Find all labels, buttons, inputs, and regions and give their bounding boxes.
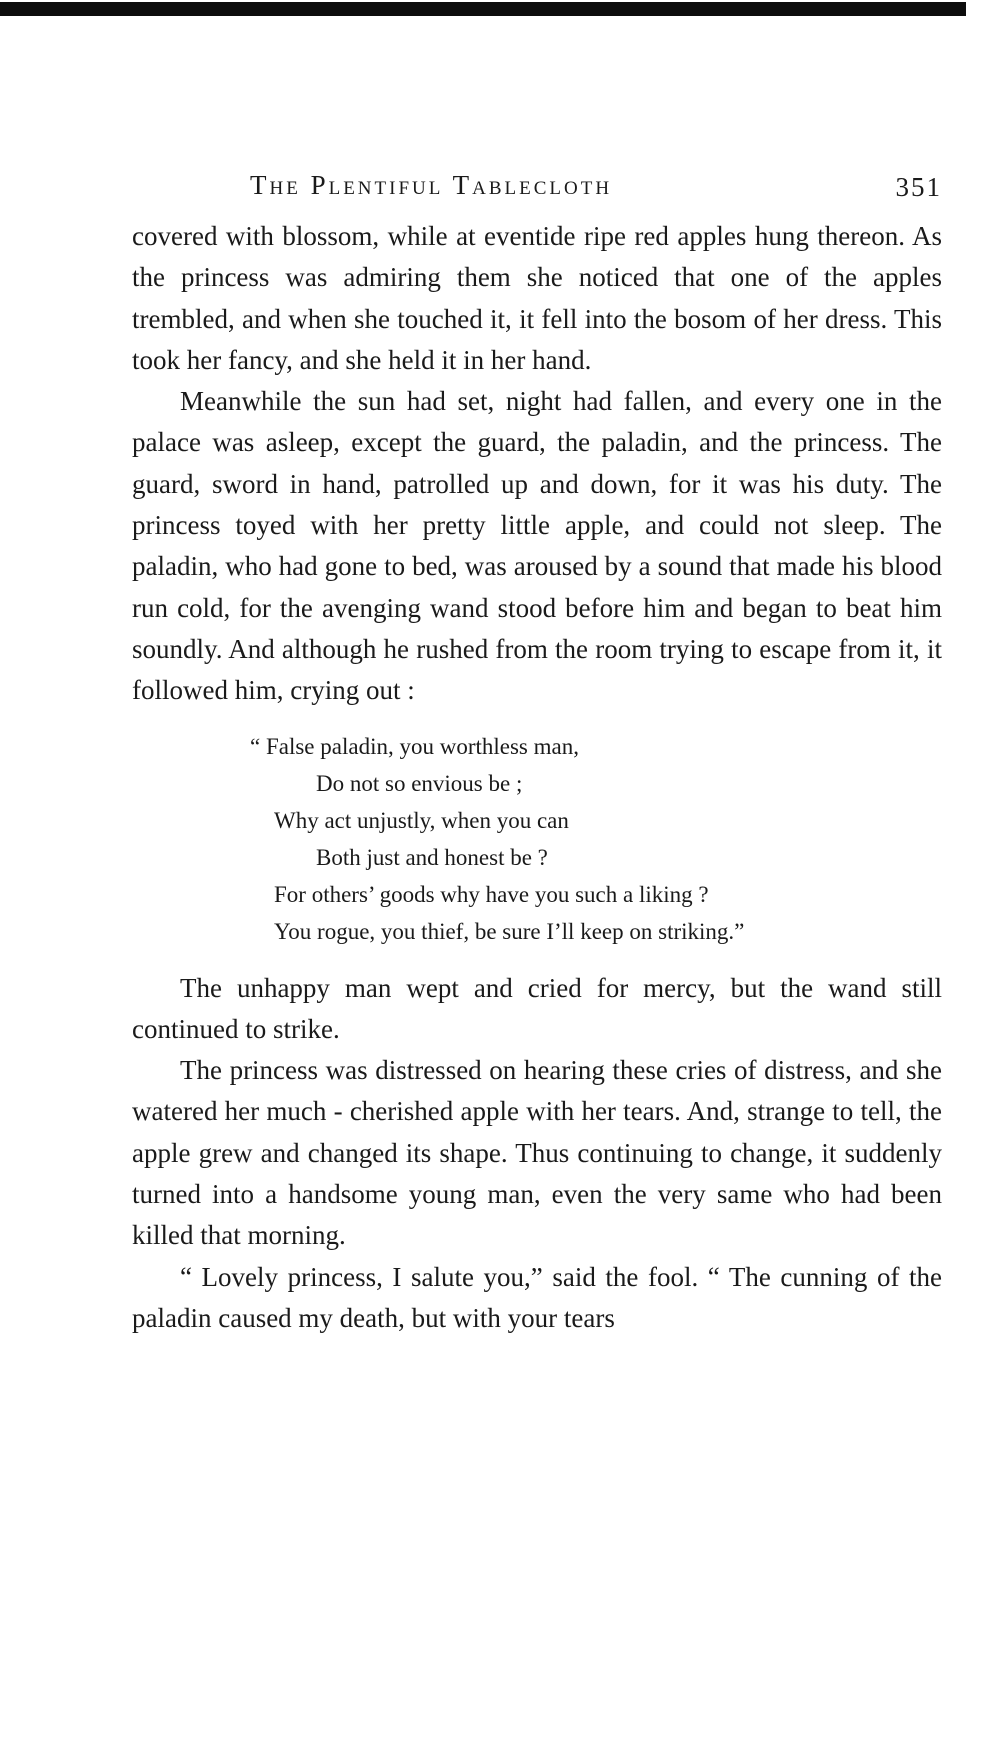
paragraph: Meanwhile the sun had set, night had fallen, and every one in the palace was asleep, except the guard, the paladin, and the princess. The guard, sword in hand, patrolled up and down, for it was his duty. The princess toyed with her pretty little apple, and could not sleep. The paladin, who had gone to bed, was aroused by a sound that made his blood run cold, for the avenging wand stood before him and began to beat him soundly. And although he rushed from the room trying to escape from it, it followed him, crying out : (132, 386, 942, 706)
paragraph-continued: covered with blossom, while at eventide ripe red apples hung thereon. As the princess was admiring them she noticed that one of the apples trembled, and when she touched it, it fell into the bosom of her dress. This took her fancy, and she held it in her hand. (132, 221, 942, 375)
running-head (132, 170, 942, 216)
running-title: The Plentiful Tablecloth (250, 170, 613, 200)
paragraph: The princess was distressed on hearing these cries of distress, and she watered her much - cherished apple with her tears. And, strange to tell, the apple grew and changed its shape. Thus continuing to change, it suddenly turned into a handsome young man, even the very same who had been killed that morning. (132, 1055, 942, 1251)
verse-line: Why act unjustly, when you can (274, 807, 569, 833)
paragraph: The unhappy man wept and cried for mercy, but the wand still continued to strike. (132, 972, 942, 1044)
top-edge-rule (0, 2, 966, 16)
body-text (132, 216, 942, 1339)
page-number: 351 (895, 172, 942, 202)
paragraph: “ Lovely princess, I salute you,” said the fool. “ The cunning of the paladin caused my death, but with your tears (132, 1261, 942, 1333)
book-page (132, 170, 942, 1339)
verse-line: You rogue, you thief, be sure I’ll keep on striking.” (274, 918, 745, 944)
verse-line: Both just and honest be ? (316, 844, 548, 870)
verse-line: “ False paladin, you worthless man, (250, 733, 579, 759)
verse-line: Do not so envious be ; (316, 770, 523, 796)
verse-line: For others’ goods why have you such a liking ? (274, 881, 709, 907)
verse-block (250, 728, 942, 950)
